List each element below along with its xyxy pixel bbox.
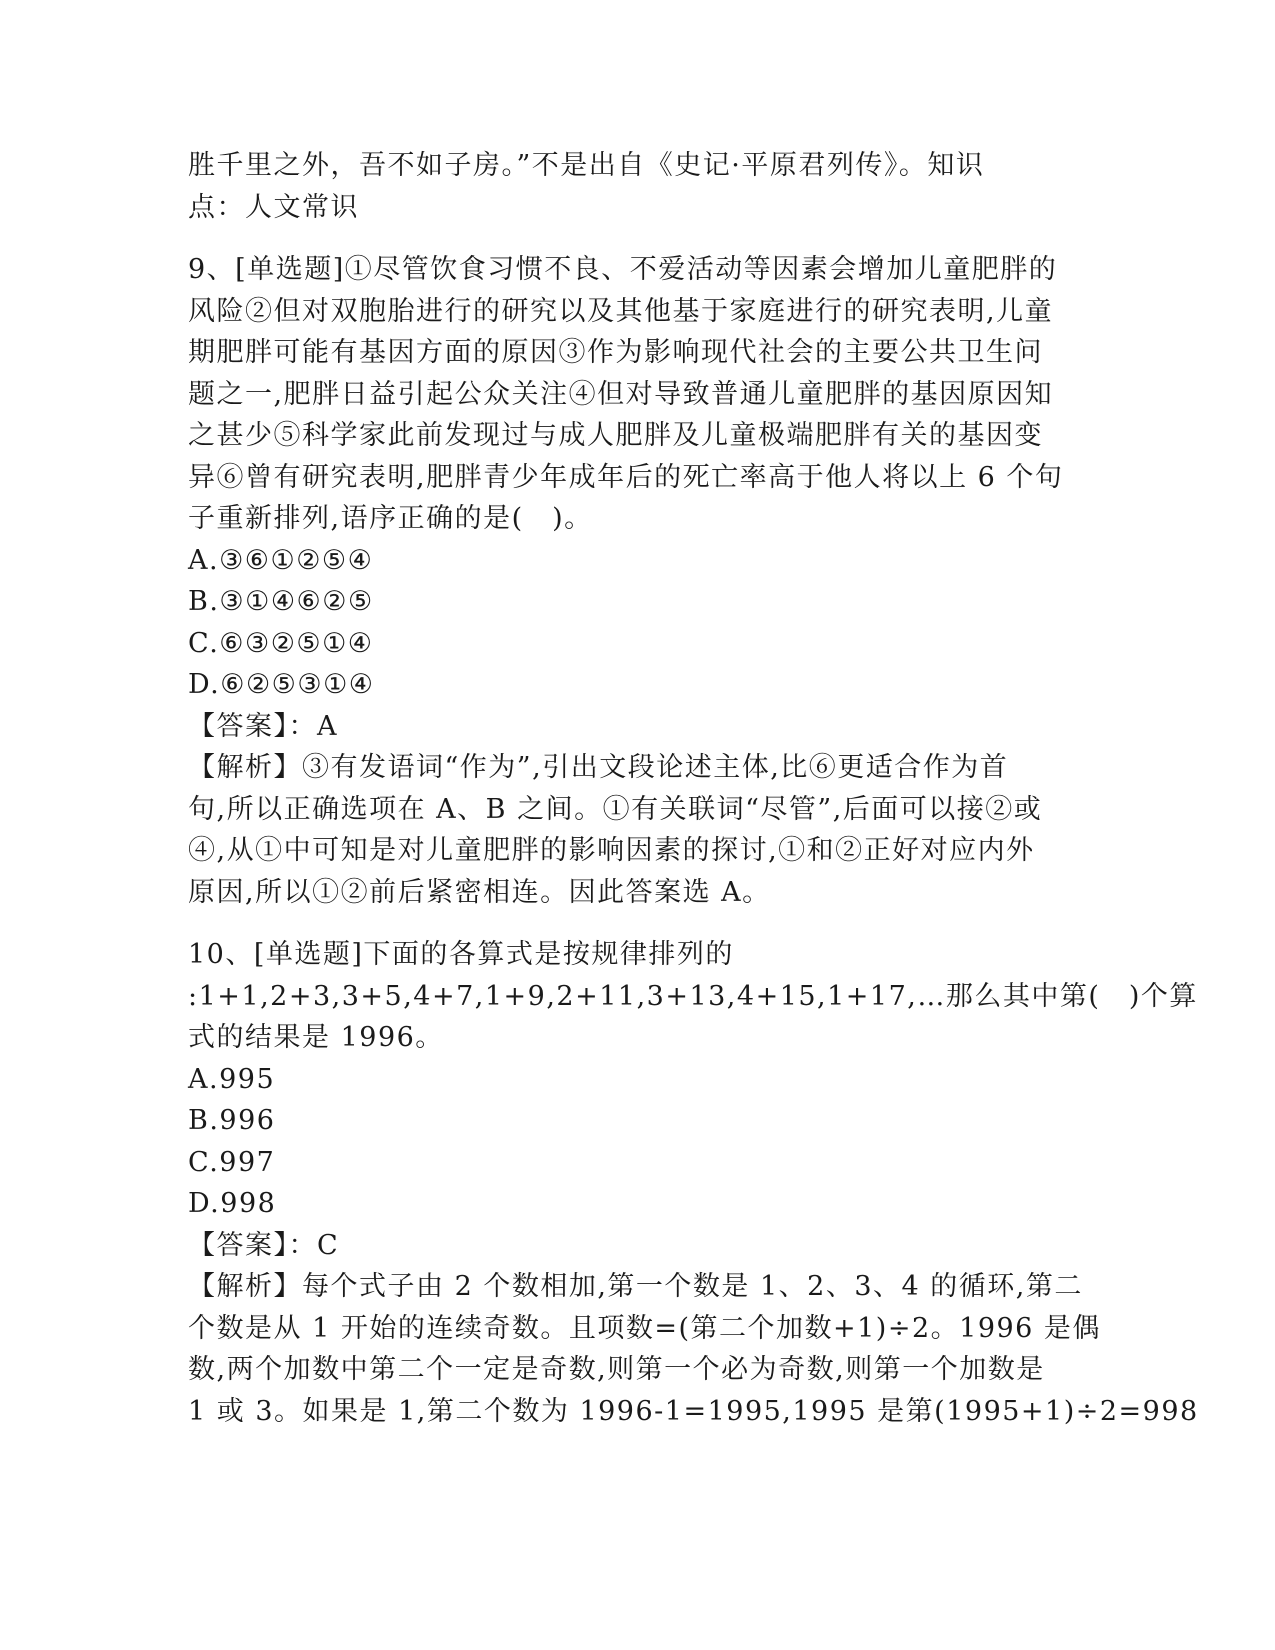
question-9: [188, 249, 1088, 913]
question-stem-line: 之甚少⑤科学家此前发现过与成人肥胖及儿童极端肥胖有关的基因变: [188, 420, 1043, 451]
analysis-line: 个数是从 1 开始的连续奇数。且项数=(第二个加数+1)÷2。1996 是偶: [188, 1312, 1101, 1344]
answer-line: 【答案】：C: [188, 1229, 340, 1261]
question-stem-line: 子重新排列,语序正确的是( )。: [188, 503, 593, 534]
question-stem-line: 题之一,肥胖日益引起公众关注④但对导致普通儿童肥胖的基因原因知: [188, 378, 1054, 410]
option-c: C.⑥③②⑤①④: [188, 627, 374, 659]
analysis-line: 数,两个加数中第二个一定是奇数,则第一个必为奇数,则第一个加数是: [188, 1354, 1045, 1385]
question-stem-line: 9、[单选题]①尽管饮食习惯不良、不爱活动等因素会增加儿童肥胖的: [188, 254, 1058, 285]
question-stem-line: 式的结果是 1996。: [188, 1022, 444, 1053]
question-stem-line: 风险②但对双胞胎进行的研究以及其他基于家庭进行的研究表明,儿童: [188, 295, 1054, 327]
option-b: B.③①④⑥②⑤: [188, 586, 374, 617]
document-page: [188, 145, 1199, 1432]
analysis-line: 【解析】每个式子由 2 个数相加,第一个数是 1、2、3、4 的循环,第二: [188, 1271, 1083, 1302]
text-line: 胜千里之外，吾不如子房。”不是出自《史记·平原君列传》。知识: [188, 150, 985, 181]
analysis-line: ④,从①中可知是对儿童肥胖的影响因素的探讨,①和②正好对应内外: [188, 835, 1035, 866]
answer-line: 【答案】：A: [188, 710, 338, 742]
option-c: C.997: [188, 1146, 276, 1178]
question-stem-line: :1+1,2+3,3+5,4+7,1+9,2+11,3+13,4+15,1+17,…那么其中第( )个算: [188, 980, 1198, 1012]
option-a: A.995: [188, 1063, 276, 1095]
analysis-line: 【解析】③有发语词“作为”,引出文段论述主体,比⑥更适合作为首: [188, 752, 1009, 783]
analysis-line: 1 或 3。如果是 1,第二个数为 1996-1=1995,1995 是第(1995+1)÷2=998: [188, 1395, 1199, 1427]
question-10: [188, 934, 1199, 1432]
option-a: A.③⑥①②⑤④: [188, 544, 374, 576]
question-stem-line: 异⑥曾有研究表明,肥胖青少年成年后的死亡率高于他人将以上 6 个句: [188, 461, 1064, 493]
intro-paragraph: [188, 145, 1088, 228]
question-stem-line: 10、[单选题]下面的各算式是按规律排列的: [188, 939, 734, 970]
option-b: B.996: [188, 1105, 276, 1136]
analysis-line: 句,所以正确选项在 A、B 之间。①有关联词“尽管”,后面可以接②或: [188, 793, 1043, 825]
option-d: D.⑥②⑤③①④: [188, 669, 375, 700]
analysis-line: 原因,所以①②前后紧密相连。因此答案选 A。: [188, 876, 771, 908]
text-line: 点：人文常识: [188, 191, 359, 223]
option-d: D.998: [188, 1188, 277, 1219]
question-stem-line: 期肥胖可能有基因方面的原因③作为影响现代社会的主要公共卫生问: [188, 337, 1043, 368]
